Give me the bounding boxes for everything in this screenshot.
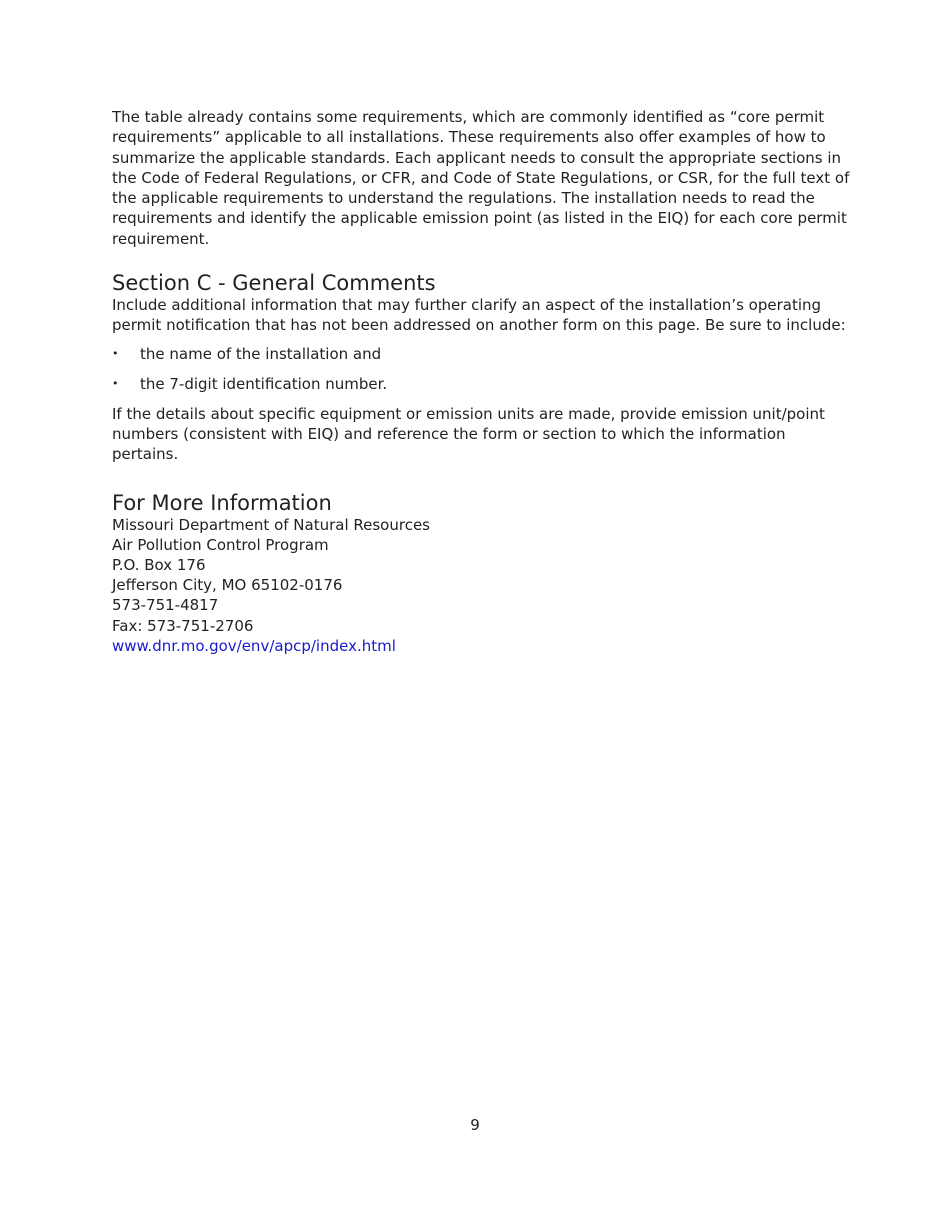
section-c-closing-paragraph: If the details about specific equipment or emission units are made, provide emission unit/point numbers (consistent with EIQ) and reference the form or section to which the information pertains. xyxy=(112,404,825,464)
organization-name: Missouri Department of Natural Resources xyxy=(112,515,430,534)
list-item xyxy=(112,344,852,364)
program-name: Air Pollution Control Program xyxy=(112,535,329,554)
page-content xyxy=(112,107,852,656)
section-c-bullet-list xyxy=(112,344,852,394)
fax-number: Fax: 573-751-2706 xyxy=(112,616,254,635)
contact-address-block xyxy=(112,515,852,656)
bullet-text: the 7-digit identification number. xyxy=(140,374,388,393)
list-item xyxy=(112,374,852,394)
city-state-zip: Jefferson City, MO 65102-0176 xyxy=(112,576,343,595)
intro-paragraph: The table already contains some requirements, which are commonly identified as “core permit requirements” applicable to all installations. These requirements also offer examples of how to summarize the applicable standards. Each applicant needs to consult the appropriate sections in the Code of Federal Regulations, or CFR, and Code of State Regulations, or CSR, for the full text of the applicable requirements to understand the regulations. The installation needs to read the requirements and identify the applicable emission point (as listed in the EIQ) for each core permit requirement. xyxy=(112,108,850,248)
more-info-heading: For More Information xyxy=(112,490,332,515)
bullet-icon: • xyxy=(112,346,119,360)
website-link[interactable]: www.dnr.mo.gov/env/apcp/index.html xyxy=(112,636,396,655)
phone-number: 573-751-4817 xyxy=(112,596,219,615)
page-number: 9 xyxy=(470,1116,480,1134)
section-c-heading: Section C - General Comments xyxy=(112,271,436,296)
po-box: P.O. Box 176 xyxy=(112,555,206,574)
section-c-paragraph: Include additional information that may further clarify an aspect of the installation’s operating permit notification that has not been addressed on another form on this page. Be sure to include: xyxy=(112,296,846,335)
bullet-text: the name of the installation and xyxy=(140,344,382,363)
bullet-icon: • xyxy=(112,376,119,390)
